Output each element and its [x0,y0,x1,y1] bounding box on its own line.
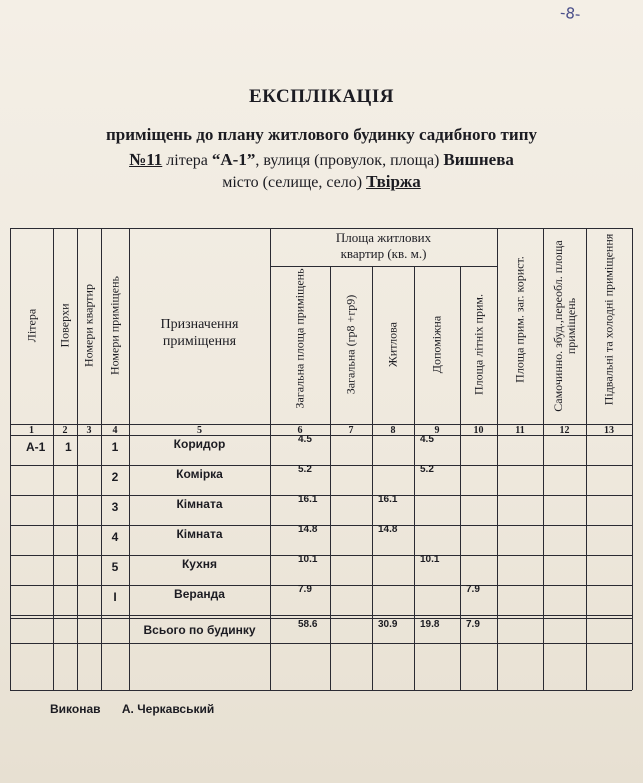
street-label: , вулиця (провулок, площа) [255,152,440,169]
column-rule [414,266,415,690]
column-rule [101,228,102,690]
column-number: 11 [515,425,525,436]
column-rule [77,228,78,690]
table-border-bottom [10,690,632,691]
cell-area-c9: 5.2 [420,464,434,475]
cell-floor: 1 [65,440,72,454]
header-line-2 [0,150,643,170]
street-value: Вишнева [443,150,514,169]
column-rule [372,266,373,690]
cell-area-c10: 7.9 [466,584,480,595]
document-title: ЕКСПЛІКАЦІЯ [249,86,394,107]
group-header: Площа житлових квартир (кв. м.) [335,230,432,261]
city-value: Твіржа [366,172,421,191]
footer [50,702,232,716]
column-header-8: Житлова [385,322,400,367]
column-number: 5 [197,425,202,436]
cell-area-c8: 16.1 [378,494,398,505]
column-rule [543,228,544,690]
cell-room-name: Веранда [174,587,225,601]
row-rule [10,525,632,526]
footer-label: Виконав [50,702,101,716]
cell-room-name: Кімната [176,497,223,511]
cell-room-number: I [113,590,117,604]
litera-label: літера [166,152,208,169]
column-number: 6 [297,425,303,436]
column-number: 2 [62,425,68,436]
column-header-9: Допоміжна [429,315,444,374]
total-double-rule [10,618,632,619]
total-c8: 30.9 [378,619,398,630]
column-header-4: Номери приміщень [107,276,122,376]
row-rule [10,555,632,556]
column-number: 1 [29,425,34,436]
cell-litera: А-1 [26,440,46,454]
row-rule [10,495,632,496]
cell-room-name: Кухня [181,557,218,571]
total-bottom-rule [10,643,632,644]
column-number: 8 [390,425,396,436]
column-rule [460,266,461,690]
total-c10: 7.9 [466,619,480,630]
cell-area-c6: 14.8 [298,524,318,535]
column-number: 12 [559,425,570,436]
litera-value: “А-1” [211,150,256,169]
column-number: 9 [434,425,440,436]
cell-area-c9: 10.1 [420,554,440,565]
column-header-6: Загальна площа приміщень [292,268,307,409]
column-rule [53,228,54,690]
column-header-1: Літера [24,308,38,343]
column-number: 13 [604,425,614,436]
cell-room-number: 2 [111,470,119,484]
column-header-2: Поверхи [57,303,72,348]
house-number: №11 [129,150,163,169]
column-header-3: Номери квартир [81,284,96,367]
total-c6: 58.6 [298,619,318,630]
column-number: 10 [473,425,484,436]
city-label: місто (селище, село) [222,174,363,191]
cell-area-c8: 14.8 [378,524,398,535]
total-label: Всього по будинку [143,623,256,637]
column-rule [632,228,633,690]
cell-room-name: Кімната [176,527,223,541]
column-header-10: Площа літніх прим. [471,294,485,395]
column-header-7: Загальна (гр8 +гр9) [343,294,358,395]
cell-room-name: Комірка [176,467,223,481]
cell-room-number: 5 [111,560,119,574]
header-line-1: приміщень до плану житлового будинку садибного типу [106,125,537,144]
column-rule [586,228,587,690]
column-number: 4 [112,425,118,436]
column-rule [129,228,130,690]
cell-area-c6: 4.5 [298,434,312,445]
column-rule [270,228,271,690]
column-header-12: Самочинно. збуд.,переобл. площа приміщень [550,240,578,412]
table-border-top [10,228,632,229]
header-line-3 [0,172,643,192]
column-rule [330,266,331,690]
row-rule [10,585,632,586]
cell-room-number: 1 [111,440,119,454]
cell-area-c6: 10.1 [298,554,318,565]
column-rule [10,228,11,690]
column-number: 3 [86,425,92,436]
cell-room-number: 3 [111,500,119,514]
cell-area-c6: 5.2 [298,464,312,475]
footer-name: А. Черкавський [121,702,215,716]
column-header-purpose: Призначення приміщення [160,317,239,349]
cell-room-name: Коридор [173,437,226,451]
column-header-11: Площа прим. заг. корист. [512,256,527,383]
total-c9: 19.8 [420,619,440,630]
cell-area-c6: 16.1 [298,494,318,505]
row-rule [10,465,632,466]
column-rule [497,228,498,690]
row-rule [10,615,632,616]
cell-room-number: 4 [111,530,119,544]
cell-area-c6: 7.9 [298,584,312,595]
column-number: 7 [348,425,354,436]
column-header-13: Підвальні та холодні приміщення [601,233,616,406]
page-number: -8- [559,3,582,24]
cell-area-c9: 4.5 [420,434,434,445]
